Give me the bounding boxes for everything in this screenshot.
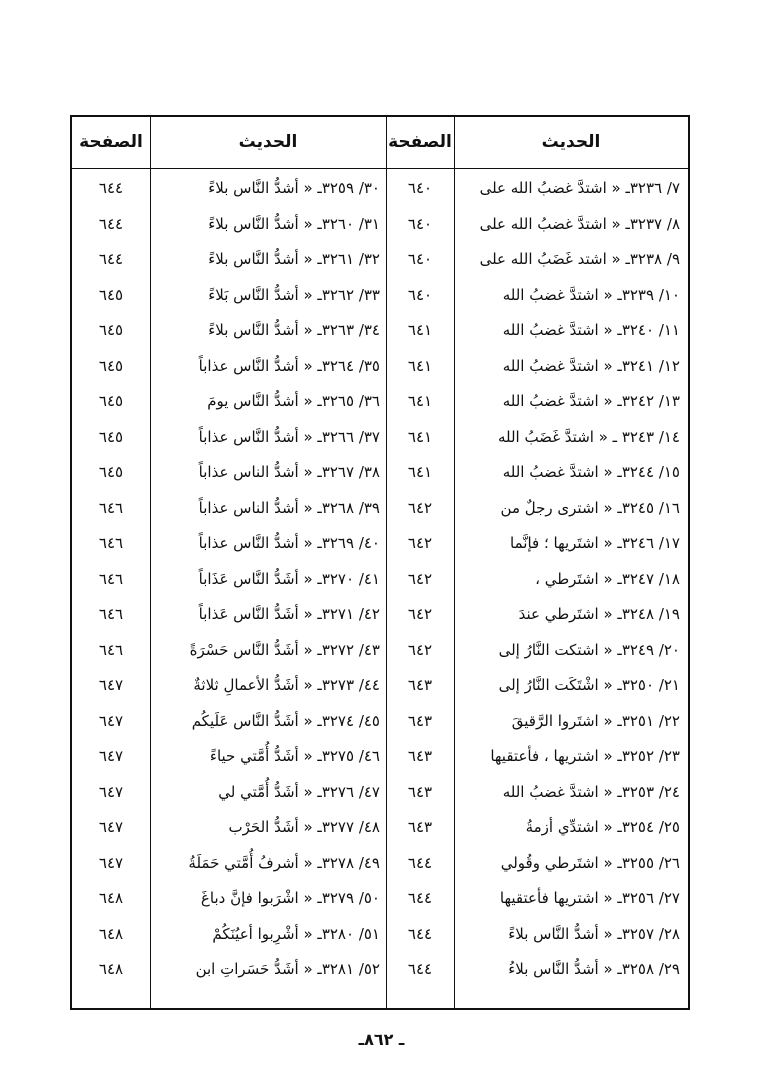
- hadith-entry-left: ٤٧/ ٣٢٧٦ـ « أشَدُّ أُمَّتي لي: [218, 782, 380, 801]
- page-ref-right: ٦٤٢: [407, 605, 433, 623]
- page-ref-left: ٦٤٥: [98, 321, 124, 339]
- header-divider: [72, 168, 688, 169]
- page-ref-left: ٦٤٧: [98, 747, 124, 765]
- header-hadith-right: الحديث: [541, 132, 601, 152]
- header-page-right: الصفحة: [388, 132, 452, 152]
- page-ref-left: ٦٤٧: [98, 711, 124, 730]
- page-ref-left: ٦٤٦: [98, 569, 124, 588]
- hadith-entry-right: ١٣/ ٣٢٤٢ـ « اشتدَّ غضبُ الله: [502, 392, 680, 410]
- hadith-entry-left: ٣٤/ ٣٢٦٣ـ « أشدُّ النَّاس بلاءً: [208, 321, 380, 339]
- page-ref-left: ٦٤٦: [98, 534, 124, 552]
- hadith-entry-left: ٤١/ ٣٢٧٠ـ « أشَدُّ النَّاس عَذَاباً: [198, 569, 380, 588]
- page-ref-left: ٦٤٦: [98, 605, 124, 623]
- hadith-entry-right: ١١/ ٣٢٤٠ـ « اشتدَّ غضبُ الله: [502, 321, 680, 339]
- page-ref-left: ٦٤٤: [98, 179, 124, 197]
- column-divider: [454, 117, 455, 1008]
- page-ref-left: ٦٤٧: [98, 676, 124, 694]
- hadith-entry-right: ٧/ ٣٢٣٦ـ « اشتدَّ غضبُ الله على: [479, 179, 680, 197]
- page-ref-right: ٦٤٤: [407, 924, 433, 943]
- page-ref-right: ٦٤٢: [407, 640, 433, 659]
- hadith-entry-left: ٣٢/ ٣٢٦١ـ « أشدُّ النَّاس بلاءً: [208, 250, 380, 268]
- page-ref-right: ٦٤٣: [407, 676, 433, 694]
- hadith-entry-right: ٢٦/ ٣٢٥٥ـ « اشتَرطي وقُولي: [500, 853, 680, 872]
- page-ref-right: ٦٤٠: [407, 179, 433, 197]
- hadith-entry-left: ٣٨/ ٣٢٦٧ـ « أشدُّ الناس عذاباً: [198, 463, 380, 481]
- hadith-entry-right: ٢٤/ ٣٢٥٣ـ « اشتدَّ غضبُ الله: [502, 782, 680, 801]
- page-ref-right: ٦٤٤: [407, 960, 433, 978]
- hadith-entry-right: ٨/ ٣٢٣٧ـ « اشتدَّ غضبُ الله على: [479, 214, 680, 233]
- hadith-entry-left: ٣٥/ ٣٢٦٤ـ « أشدُّ النَّاس عذاباً: [198, 356, 380, 375]
- hadith-entry-right: ٢٥/ ٣٢٥٤ـ « اشتدِّي أزمةُ: [525, 818, 680, 836]
- page-ref-left: ٦٤٨: [98, 924, 124, 943]
- hadith-entry-right: ٢١/ ٣٢٥٠ـ « اشْتَكَت النَّارُ إلى: [498, 676, 680, 694]
- hadith-entry-right: ١٤/ ٣٢٤٣ ـ « اشتدَّ غَضَبُ الله: [497, 427, 680, 446]
- page-ref-right: ٦٤٠: [407, 250, 433, 268]
- hadith-entry-left: ٣٣/ ٣٢٦٢ـ « أشدُّ النَّاس بَلاءً: [208, 285, 380, 304]
- column-divider: [386, 117, 387, 1008]
- hadith-entry-right: ١٠/ ٣٢٣٩ـ « اشتدَّ غضبُ الله: [502, 285, 680, 304]
- hadith-entry-left: ٤٣/ ٣٢٧٢ـ « أشَدُّ النَّاس حَسْرَةً: [189, 640, 380, 659]
- page-ref-left: ٦٤٥: [98, 285, 124, 304]
- hadith-entry-left: ٣١/ ٣٢٦٠ـ « أشدُّ النَّاس بلاءً: [208, 214, 380, 233]
- hadith-entry-right: ١٨/ ٣٢٤٧ـ « اشتَرطي ،: [535, 569, 680, 588]
- page-ref-right: ٦٤١: [407, 356, 433, 375]
- page-ref-right: ٦٤٠: [407, 285, 433, 304]
- page-ref-left: ٦٤٥: [98, 392, 124, 410]
- hadith-entry-right: ٢٢/ ٣٢٥١ـ « اشتَروا الرَّقيقَ: [511, 711, 680, 730]
- hadith-entry-right: ٢٨/ ٣٢٥٧ـ « أشدُّ النَّاس بلاءً: [508, 924, 680, 943]
- page-ref-right: ٦٤٤: [407, 853, 433, 872]
- hadith-entry-left: ٤٥/ ٣٢٧٤ـ « أشَدُّ النَّاس عَلَيكُم: [191, 711, 380, 730]
- page-ref-right: ٦٤٤: [407, 889, 433, 907]
- page-ref-right: ٦٤٢: [407, 534, 433, 552]
- page-ref-right: ٦٤٢: [407, 498, 433, 517]
- hadith-entry-left: ٥٢/ ٣٢٨١ـ « أشَدُّ حَسَراتِ ابن: [195, 960, 380, 978]
- hadith-entry-right: ١٥/ ٣٢٤٤ـ « اشتدَّ غضبُ الله: [502, 463, 680, 481]
- hadith-entry-left: ٤٦/ ٣٢٧٥ـ « أشَدُّ أُمَّتي حياءً: [209, 747, 380, 765]
- hadith-entry-left: ٤٨/ ٣٢٧٧ـ « أشَدُّ الحَرْب: [228, 818, 380, 836]
- hadith-entry-right: ٢٩/ ٣٢٥٨ـ « أشدُّ النَّاس بلاءُ: [508, 960, 680, 978]
- hadith-index-table: [70, 115, 690, 1010]
- hadith-entry-left: ٤٤/ ٣٢٧٣ـ « أشَدُّ الأعمالِ ثلاثةٌ: [193, 676, 380, 694]
- hadith-entry-left: ٥١/ ٣٢٨٠ـ « أشْرِبوا أعيُنَكُمْ: [212, 924, 380, 943]
- hadith-entry-right: ٢٠/ ٣٢٤٩ـ « اشتكت النَّارُ إلى: [498, 640, 680, 659]
- hadith-entry-left: ٣٩/ ٣٢٦٨ـ « أشدُّ الناس عذاباً: [198, 498, 380, 517]
- page-ref-left: ٦٤٦: [98, 640, 124, 659]
- hadith-entry-left: ٣٠/ ٣٢٥٩ـ « أشدُّ النَّاس بلاءً: [208, 179, 380, 197]
- page-ref-left: ٦٤٦: [98, 498, 124, 517]
- page-ref-left: ٦٤٥: [98, 427, 124, 446]
- hadith-entry-left: ٣٦/ ٣٢٦٥ـ « أشدُّ النَّاس يومَ: [207, 392, 380, 410]
- hadith-entry-right: ٢٣/ ٣٢٥٢ـ « اشتريها ، فأعتقيها: [490, 747, 680, 765]
- page-number: ـ ٨٦٢ـ: [358, 1030, 405, 1049]
- page-ref-left: ٦٤٨: [98, 889, 124, 907]
- page-ref-left: ٦٤٧: [98, 853, 124, 872]
- header-hadith-left: الحديث: [238, 132, 298, 152]
- hadith-entry-right: ١٢/ ٣٢٤١ـ « اشتدَّ غضبُ الله: [502, 356, 680, 375]
- page-ref-right: ٦٤٣: [407, 782, 433, 801]
- page-ref-right: ٦٤١: [407, 392, 433, 410]
- hadith-entry-right: ١٧/ ٣٢٤٦ـ « اشتَريها ؛ فإنَّما: [510, 534, 680, 552]
- hadith-entry-right: ٢٧/ ٣٢٥٦ـ « اشتريها فأعتقيها: [499, 889, 680, 907]
- page-ref-left: ٦٤٨: [98, 960, 124, 978]
- page-ref-right: ٦٤١: [407, 321, 433, 339]
- hadith-entry-right: ١٩/ ٣٢٤٨ـ « اشتَرطي عندَ: [518, 605, 680, 623]
- page-ref-left: ٦٤٧: [98, 782, 124, 801]
- hadith-entry-right: ١٦/ ٣٢٤٥ـ « اشترى رجلٌ من: [500, 498, 680, 517]
- header-page-left: الصفحة: [79, 132, 143, 152]
- page-ref-right: ٦٤١: [407, 463, 433, 481]
- column-divider: [150, 117, 151, 1008]
- hadith-entry-left: ٤٩/ ٣٢٧٨ـ « أشرفُ أُمَّتي حَمَلَةُ: [188, 853, 380, 872]
- page-ref-left: ٦٤٤: [98, 214, 124, 233]
- hadith-entry-left: ٤٠/ ٣٢٦٩ـ « أشدُّ النَّاس عذاباً: [198, 534, 380, 552]
- page-ref-right: ٦٤٣: [407, 711, 433, 730]
- hadith-entry-left: ٥٠/ ٣٢٧٩ـ « اشْرَبوا فإنَّ دباغَ: [200, 889, 380, 907]
- hadith-entry-left: ٤٢/ ٣٢٧١ـ « أشَدُّ النَّاس عَذاباً: [198, 605, 380, 623]
- page-ref-right: ٦٤٣: [407, 818, 433, 836]
- page-ref-left: ٦٤٤: [98, 250, 124, 268]
- page-ref-left: ٦٤٥: [98, 463, 124, 481]
- page-ref-right: ٦٤٣: [407, 747, 433, 765]
- hadith-entry-left: ٣٧/ ٣٢٦٦ـ « أشدُّ النَّاس عذاباً: [198, 427, 380, 446]
- page-ref-left: ٦٤٥: [98, 356, 124, 375]
- page-ref-right: ٦٤٠: [407, 214, 433, 233]
- page-ref-right: ٦٤٢: [407, 569, 433, 588]
- page-ref-left: ٦٤٧: [98, 818, 124, 836]
- page-ref-right: ٦٤١: [407, 427, 433, 446]
- hadith-entry-right: ٩/ ٣٢٣٨ـ « اشتد غَضَبُ الله على: [479, 250, 680, 268]
